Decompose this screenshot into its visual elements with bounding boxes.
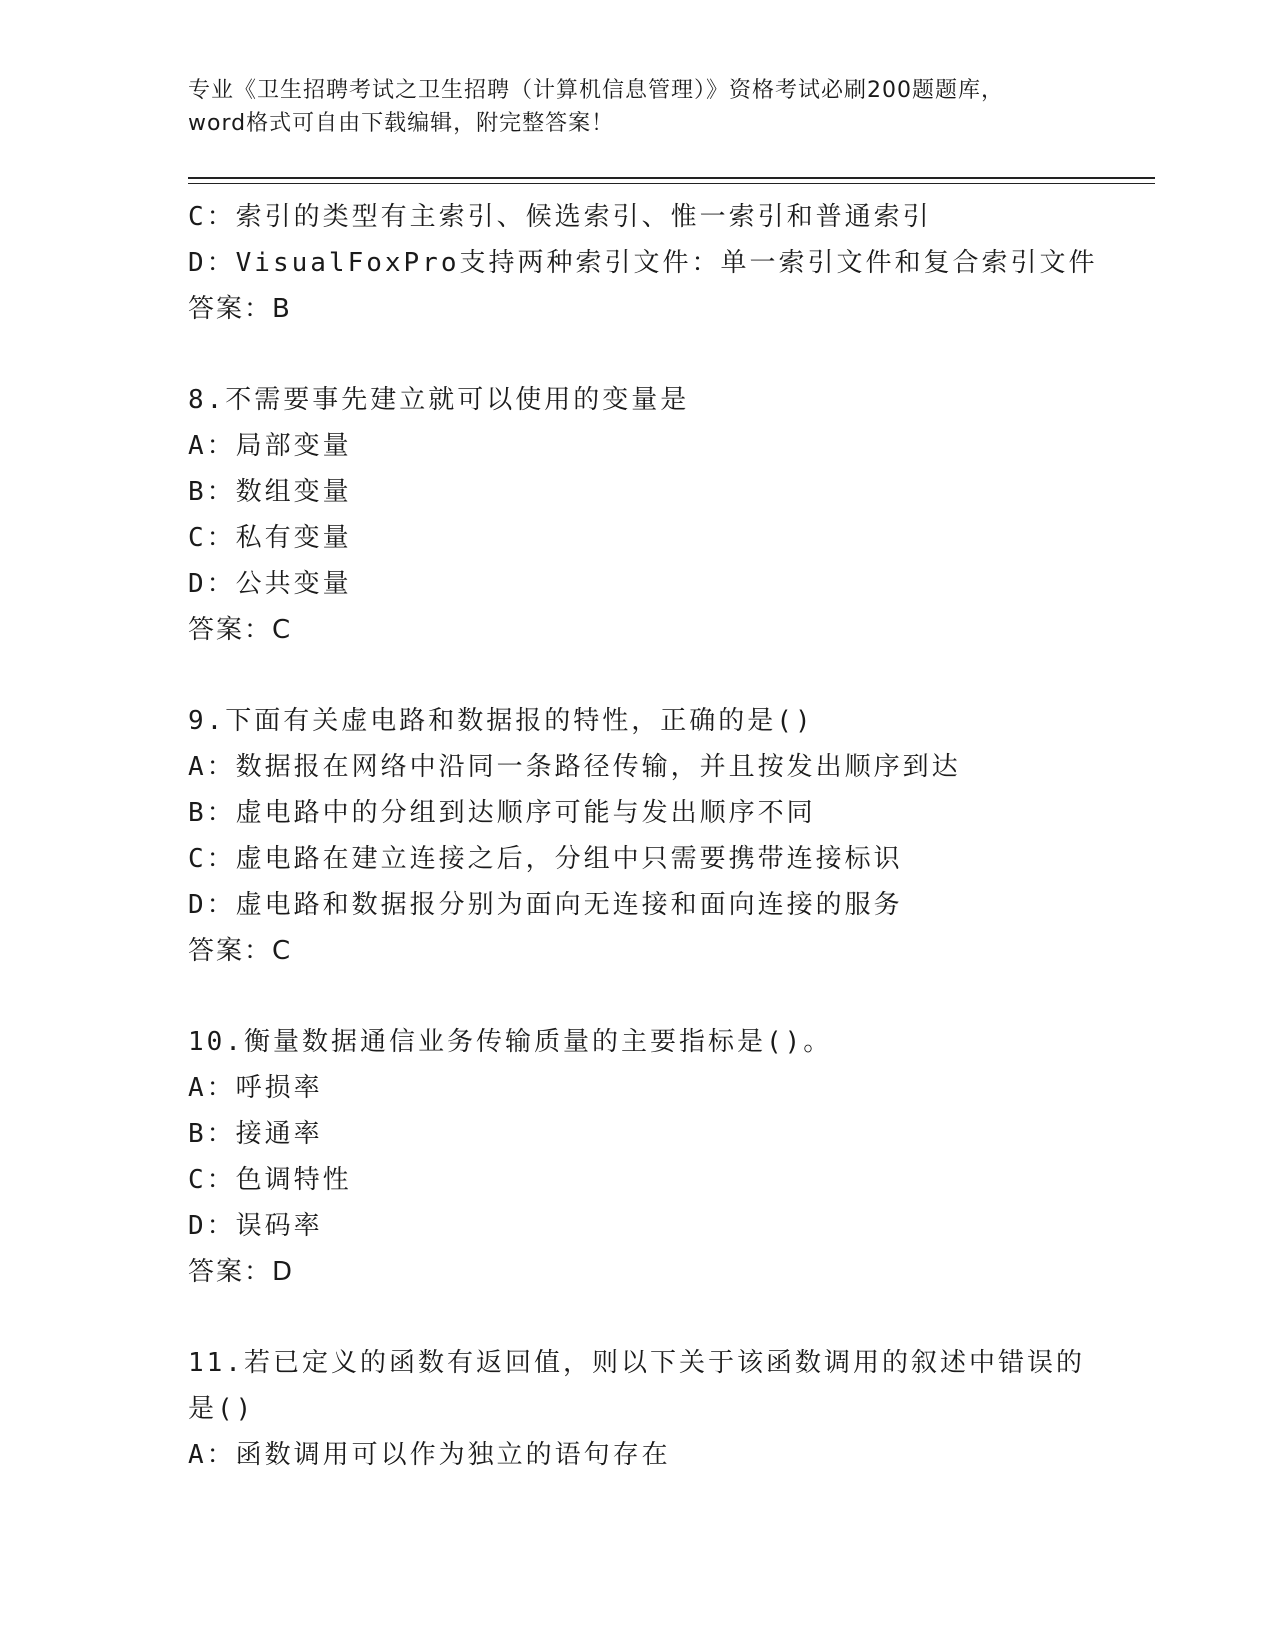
question-stem-line-2: 是()	[188, 1394, 255, 1424]
question-10	[188, 1019, 1155, 1295]
option-a: A：数据报在网络中沿同一条路径传输，并且按发出顺序到达	[188, 752, 961, 782]
option-d: D：误码率	[188, 1211, 323, 1241]
answer: 答案：D	[188, 1257, 295, 1287]
option-a: A：呼损率	[188, 1073, 323, 1103]
header-rule-thick	[188, 177, 1155, 179]
option-b: B：虚电路中的分组到达顺序可能与发出顺序不同	[188, 798, 816, 828]
option-b: B：接通率	[188, 1119, 323, 1149]
option-d: D：VisualFoxPro支持两种索引文件：单一索引文件和复合索引文件	[188, 248, 1098, 278]
question-11	[188, 1340, 1155, 1478]
question-stem-line-1: 11.若已定义的函数有返回值，则以下关于该函数调用的叙述中错误的	[188, 1348, 1085, 1378]
answer: 答案：C	[188, 936, 293, 966]
header-rule-thin	[188, 183, 1155, 184]
option-c: C：色调特性	[188, 1165, 352, 1195]
option-a: A：函数调用可以作为独立的语句存在	[188, 1440, 671, 1470]
question-stem: 9.下面有关虚电路和数据报的特性，正确的是()	[188, 706, 814, 736]
question-list	[188, 194, 1155, 1478]
answer: 答案：B	[188, 294, 292, 324]
header-title-line-2: word格式可自由下载编辑，附完整答案！	[188, 111, 615, 136]
option-d: D：虚电路和数据报分别为面向无连接和面向连接的服务	[188, 890, 903, 920]
question-9	[188, 698, 1155, 974]
answer: 答案：C	[188, 615, 293, 645]
option-b: B：数组变量	[188, 477, 352, 507]
option-c: C：虚电路在建立连接之后，分组中只需要携带连接标识	[188, 844, 903, 874]
question-stem: 8.不需要事先建立就可以使用的变量是	[188, 385, 690, 415]
option-c: C：私有变量	[188, 523, 352, 553]
option-a: A：局部变量	[188, 431, 352, 461]
document-header	[188, 74, 1088, 140]
option-d: D：公共变量	[188, 569, 352, 599]
header-title-line-1: 专业《卫生招聘考试之卫生招聘（计算机信息管理）》资格考试必刷200题题库，	[188, 78, 1004, 103]
question-7-tail	[188, 194, 1155, 332]
option-c: C：索引的类型有主索引、候选索引、惟一索引和普通索引	[188, 202, 932, 232]
question-stem: 10.衡量数据通信业务传输质量的主要指标是()。	[188, 1027, 833, 1057]
question-8	[188, 377, 1155, 653]
